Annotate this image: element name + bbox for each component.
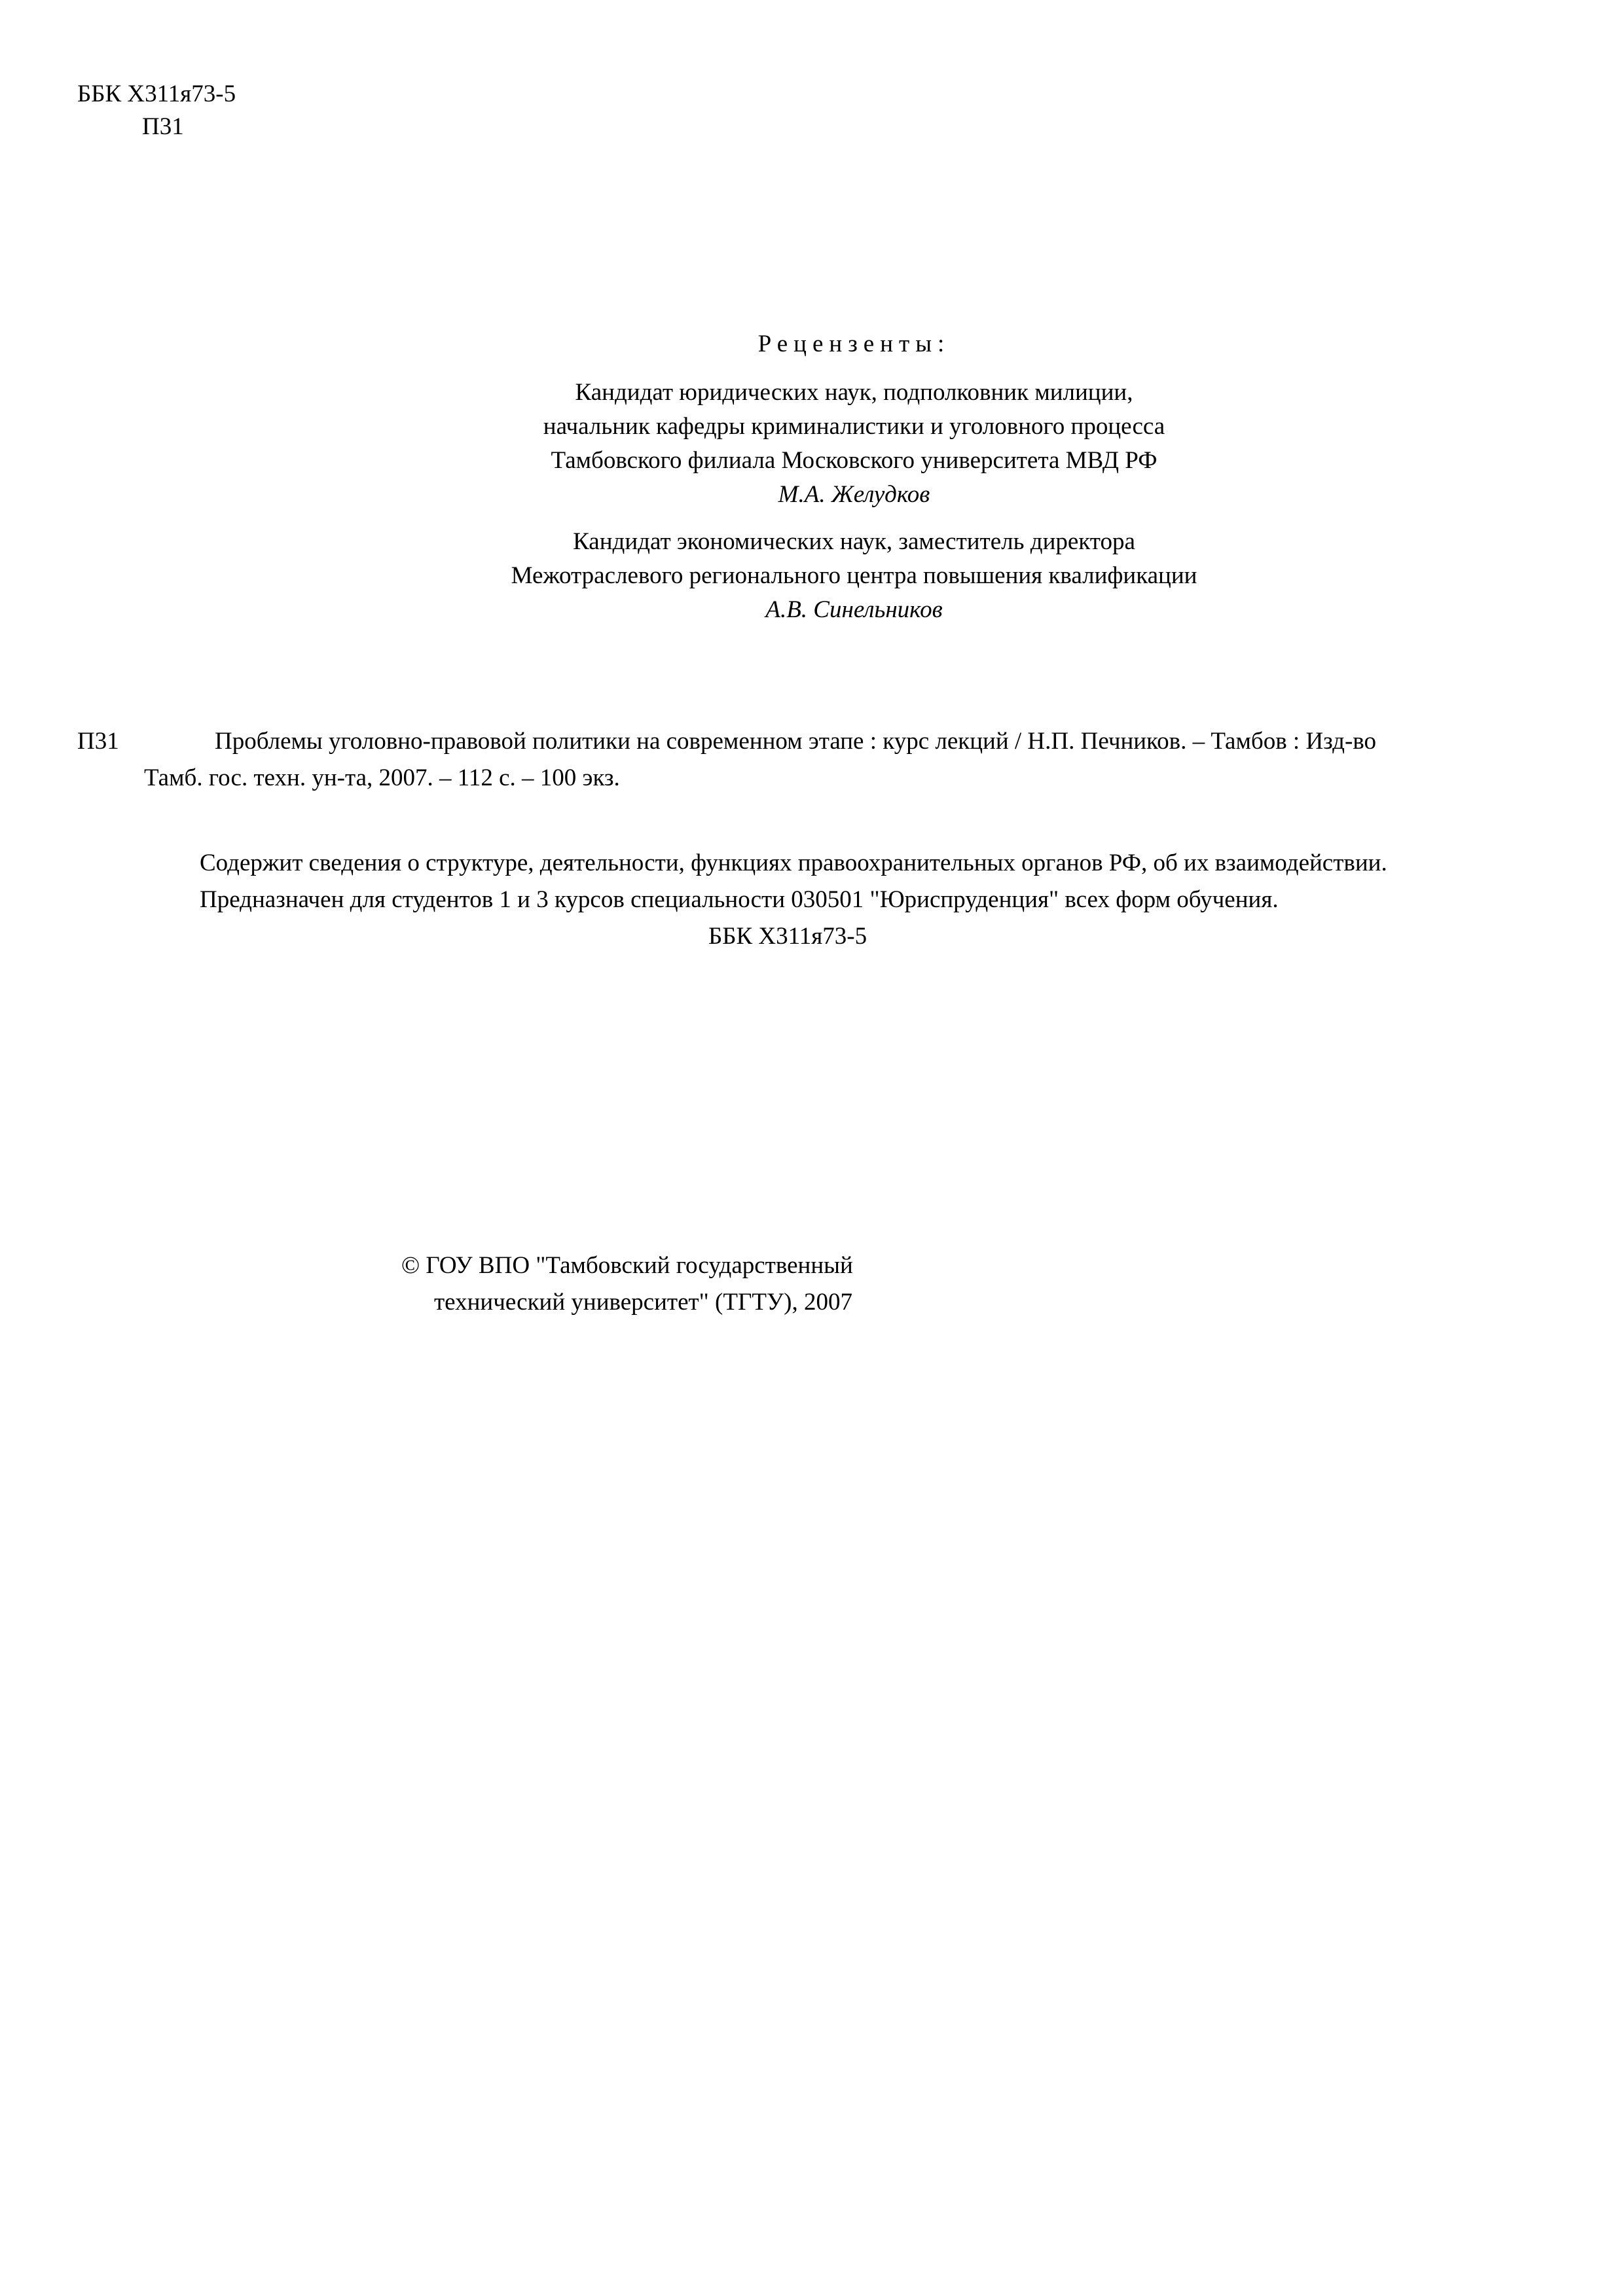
reviewer-1-name: М.А. Желудков — [778, 481, 930, 508]
reviewer-1-line-2: начальник кафедры криминалистики и уголовного процесса — [543, 413, 1165, 440]
author-mark: П31 — [142, 113, 184, 140]
annotation-line-1: Содержит сведения о структуре, деятельности, функциях правоохранительных органов РФ, об их взаимодействии. — [200, 850, 1387, 876]
record-author-mark: П31 — [77, 728, 119, 755]
annotation-line-2: Предназначен для студентов 1 и 3 курсов специальности 030501 "Юриспруденция" всех форм обучения. — [200, 886, 1279, 913]
record-description-line-2: Тамб. гос. техн. ун-та, 2007. – 112 с. – 100 экз. — [144, 764, 620, 791]
record-description-line-1: Проблемы уголовно-правовой политики на современном этапе : курс лекций / Н.П. Печников. – Тамбов : Изд-во — [215, 728, 1376, 755]
reviewers-block — [0, 327, 1623, 640]
reviewer-2-line-1: Кандидат экономических наук, заместитель директора — [573, 528, 1135, 555]
annotation-bbk-index: ББК Х311я73-5 — [708, 923, 867, 950]
reviewer-2 — [0, 525, 1623, 627]
copyright-line-2: технический университет" (ТГТУ), 2007 — [434, 1289, 852, 1316]
reviewer-1 — [0, 376, 1623, 512]
reviewer-2-line-2: Межотраслевого регионального центра повышения квалификации — [511, 562, 1197, 589]
copyright-line-1: © ГОУ ВПО "Тамбовский государственный — [401, 1252, 853, 1279]
reviewer-1-line-1: Кандидат юридических наук, подполковник милиции, — [575, 379, 1133, 406]
reviewer-2-name: А.В. Синельников — [765, 596, 943, 623]
reviewers-heading: Рецензенты: — [757, 331, 951, 357]
reviewer-1-line-3: Тамбовского филиала Московского университета МВД РФ — [551, 447, 1158, 474]
bbk-index: ББК Х311я73-5 — [77, 81, 236, 107]
